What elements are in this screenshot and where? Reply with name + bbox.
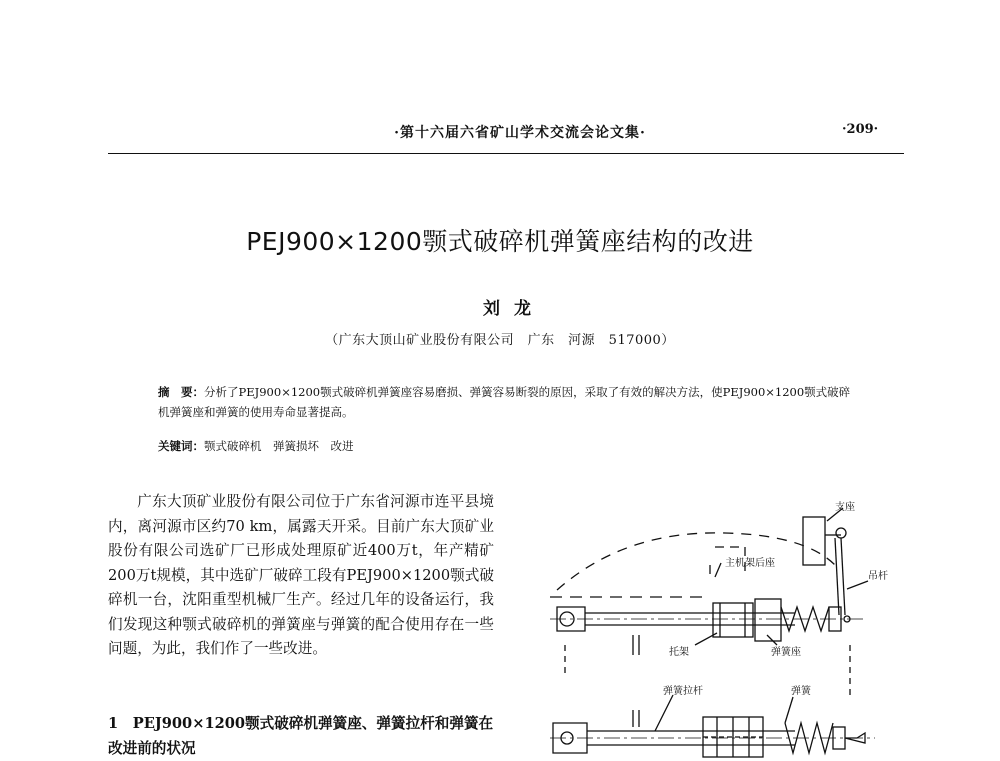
body-paragraph: 广东大顶矿业股份有限公司位于广东省河源市连平县境内，离河源市区约70 km，属露天开采。目前广东大顶矿业股份有限公司选矿厂已形成处理原矿近400万t，年产精矿200万t规模，其中选矿厂破碎工段有PEJ900×1200颚式破碎机一台，沈阳重型机械厂生产。经过几年的设备运行，我们发现这种颚式破碎机的弹簧座与弹簧的配合使用存在一些问题，为此，我们作了一些改进。	[108, 493, 494, 657]
article-author: 刘龙	[483, 299, 545, 319]
keywords-text: 颚式破碎机 弹簧损坏 改进	[204, 439, 354, 453]
spring-seat-diagram	[545, 495, 895, 760]
spring-seat-block	[755, 599, 781, 641]
bracket-block	[713, 603, 753, 637]
section-heading: 1 PEJ900×1200颚式破碎机弹簧座、弹簧拉杆和弹簧在改进前的状况	[108, 715, 494, 757]
abstract-text: 分析了PEJ900×1200颚式破碎机弹簧座容易磨损、弹簧容易断裂的原因，采取了有效的解决方法，使PEJ900×1200颚式破碎机弹簧座和弹簧的使用寿命显著提高。	[158, 385, 851, 419]
keywords	[158, 436, 858, 456]
label-rear-seat: 主机架后座	[725, 558, 775, 569]
support-pin	[836, 528, 846, 538]
article-title: PEJ900×1200颚式破碎机弹簧座结构的改进	[246, 227, 754, 256]
hanger-rod	[841, 538, 845, 615]
header-rule	[108, 153, 904, 154]
label-spring-rod: 弹簧拉杆	[663, 686, 703, 697]
author-affiliation: （广东大顶山矿业股份有限公司 广东 河源 517000）	[325, 333, 675, 348]
label-spring-seat: 弹簧座	[771, 647, 801, 658]
journal-header: ·第十六届六省矿山学术交流会论文集·	[394, 125, 646, 141]
label-hanger-rod: 吊杆	[868, 571, 888, 582]
page-number: ·209·	[842, 122, 879, 137]
abstract-label: 摘 要：	[158, 385, 204, 399]
label-support: 支座	[835, 502, 855, 513]
frame-outline-dashed	[557, 533, 835, 590]
support-block	[803, 517, 825, 565]
label-spring: 弹簧	[791, 686, 811, 697]
label-bracket: 托架	[669, 647, 689, 658]
keywords-label: 关键词：	[158, 439, 204, 453]
body-column-left	[108, 490, 494, 662]
abstract	[158, 382, 858, 422]
